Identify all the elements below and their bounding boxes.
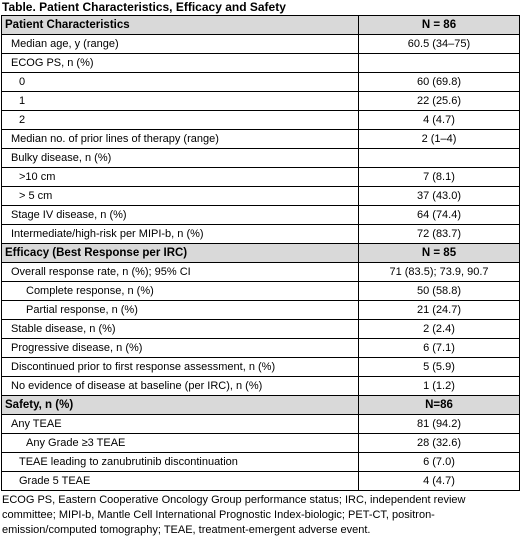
table-row [2, 453, 520, 472]
section-header-value: N = 86 [359, 16, 520, 35]
row-value [359, 149, 520, 168]
table-row [2, 339, 520, 358]
table-row [2, 358, 520, 377]
table-row [2, 73, 520, 92]
row-value: 72 (83.7) [359, 225, 520, 244]
row-value: 60.5 (34–75) [359, 35, 520, 54]
row-value: 28 (32.6) [359, 434, 520, 453]
row-label: >10 cm [2, 168, 359, 187]
table-row [2, 263, 520, 282]
table-title: Table. Patient Characteristics, Efficacy and Safety [2, 0, 286, 14]
row-label: > 5 cm [2, 187, 359, 206]
table-row [2, 111, 520, 130]
row-value: 37 (43.0) [359, 187, 520, 206]
row-label: Stage IV disease, n (%) [2, 206, 359, 225]
results-table [1, 15, 520, 491]
row-label: 2 [2, 111, 359, 130]
row-label: Overall response rate, n (%); 95% CI [2, 263, 359, 282]
section-header-value: N=86 [359, 396, 520, 415]
section-header-row [2, 244, 520, 263]
row-label: Median no. of prior lines of therapy (range) [2, 130, 359, 149]
row-value: 2 (2.4) [359, 320, 520, 339]
row-label: Intermediate/high-risk per MIPI-b, n (%) [2, 225, 359, 244]
row-value: 6 (7.1) [359, 339, 520, 358]
row-label: Bulky disease, n (%) [2, 149, 359, 168]
section-header-row [2, 396, 520, 415]
row-label: Complete response, n (%) [2, 282, 359, 301]
row-label: ECOG PS, n (%) [2, 54, 359, 73]
row-value: 2 (1–4) [359, 130, 520, 149]
row-value: 1 (1.2) [359, 377, 520, 396]
table-footnote: ECOG PS, Eastern Cooperative Oncology Group performance status; IRC, independent review committee; MIPI-b, Mantle Cell International Prognostic Index-biologic; PET-CT, positron-emission/computed tomography; TEAE, treatment-emergent adverse event. [2, 494, 466, 536]
row-label: Discontinued prior to first response assessment, n (%) [2, 358, 359, 377]
section-header-label: Efficacy (Best Response per IRC) [2, 244, 359, 263]
row-label: Progressive disease, n (%) [2, 339, 359, 358]
row-value [359, 54, 520, 73]
row-label: TEAE leading to zanubrutinib discontinuation [2, 453, 359, 472]
table-row [2, 92, 520, 111]
table-row [2, 301, 520, 320]
row-value: 4 (4.7) [359, 111, 520, 130]
row-value: 60 (69.8) [359, 73, 520, 92]
row-value: 6 (7.0) [359, 453, 520, 472]
results-table-body [2, 16, 520, 491]
row-value: 50 (58.8) [359, 282, 520, 301]
table-row [2, 415, 520, 434]
row-label: Any TEAE [2, 415, 359, 434]
row-value: 4 (4.7) [359, 472, 520, 491]
row-value: 71 (83.5); 73.9, 90.7 [359, 263, 520, 282]
section-header-value: N = 85 [359, 244, 520, 263]
table-row [2, 54, 520, 73]
row-label: Partial response, n (%) [2, 301, 359, 320]
row-value: 81 (94.2) [359, 415, 520, 434]
row-label: Grade 5 TEAE [2, 472, 359, 491]
section-header-row [2, 16, 520, 35]
row-label: Stable disease, n (%) [2, 320, 359, 339]
row-value: 7 (8.1) [359, 168, 520, 187]
row-label: Any Grade ≥3 TEAE [2, 434, 359, 453]
table-row [2, 187, 520, 206]
table-row [2, 35, 520, 54]
table-row [2, 206, 520, 225]
table-row [2, 320, 520, 339]
section-header-label: Safety, n (%) [2, 396, 359, 415]
row-value: 21 (24.7) [359, 301, 520, 320]
table-row [2, 377, 520, 396]
table-row [2, 168, 520, 187]
table-row [2, 472, 520, 491]
row-label: No evidence of disease at baseline (per IRC), n (%) [2, 377, 359, 396]
row-value: 5 (5.9) [359, 358, 520, 377]
table-row [2, 282, 520, 301]
table-row [2, 149, 520, 168]
table-row [2, 434, 520, 453]
table-row [2, 225, 520, 244]
row-label: 0 [2, 73, 359, 92]
table-row [2, 130, 520, 149]
row-label: 1 [2, 92, 359, 111]
row-label: Median age, y (range) [2, 35, 359, 54]
row-value: 22 (25.6) [359, 92, 520, 111]
section-header-label: Patient Characteristics [2, 16, 359, 35]
row-value: 64 (74.4) [359, 206, 520, 225]
